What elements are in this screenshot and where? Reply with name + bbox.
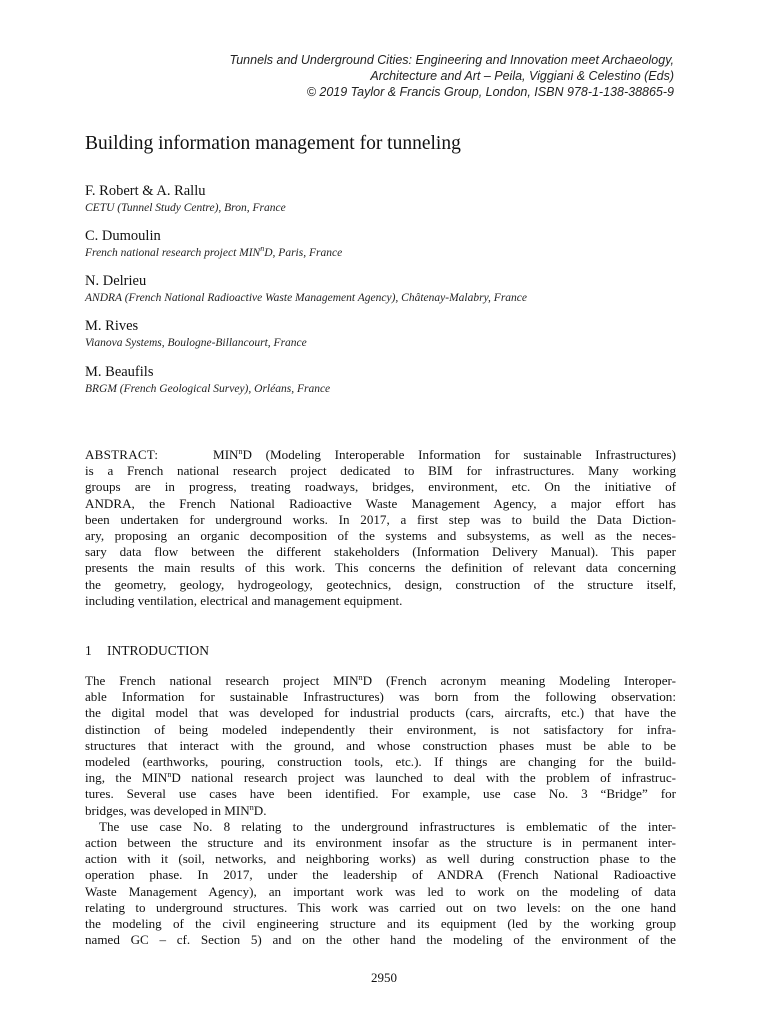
text-line: the digital model that was developed for industrial products (cars, aircrafts, etc.) that have the bbox=[85, 705, 676, 721]
abstract-label: ABSTRACT: bbox=[85, 447, 159, 462]
text-line: The use case No. 8 relating to the underground infrastructures is emblematic of the inter- bbox=[99, 818, 676, 834]
author-block-4 bbox=[85, 317, 307, 351]
abstract-line: ANDRA, the French National Radioactive Waste Management Agency, a major effort has bbox=[85, 495, 676, 511]
text-line: action between the structure and its environment insofar as the structure is in permanent inter- bbox=[85, 835, 676, 851]
section-number: 1 bbox=[85, 643, 92, 658]
text-line: tures. Several use cases have been identified. For example, use case No. 3 “Bridge” for bbox=[85, 786, 676, 802]
abstract bbox=[85, 447, 676, 609]
text-line: named GC – cf. Section 5) and on the other hand the modeling of the environment of the bbox=[85, 932, 676, 948]
abstract-line: presents the main results of this work. This concerns the definition of relevant data concerning bbox=[85, 560, 676, 576]
author-name: M. Rives bbox=[85, 318, 139, 334]
header-line-1: Tunnels and Underground Cities: Engineering and Innovation meet Archaeology, bbox=[229, 53, 674, 67]
abstract-line: sary data flow between the different stakeholders (Information Delivery Manual). This paper bbox=[85, 544, 676, 560]
author-block-3 bbox=[85, 272, 527, 306]
abstract-line: ary, proposing an organic decomposition of the systems and subsystems, as well as the neces- bbox=[85, 528, 676, 544]
text-line bbox=[85, 770, 676, 786]
author-name: F. Robert & A. Rallu bbox=[85, 183, 206, 199]
author-name: M. Beaufils bbox=[85, 364, 154, 380]
author-affiliation: CETU (Tunnel Study Centre), Bron, France bbox=[85, 202, 286, 214]
author-affiliation: BRGM (French Geological Survey), Orléans, France bbox=[85, 383, 331, 395]
text-line: able Information for sustainable Infrastructures) was born from the following observation: bbox=[85, 689, 676, 705]
section-heading bbox=[85, 642, 209, 659]
author-name: C. Dumoulin bbox=[85, 228, 161, 244]
text-line bbox=[85, 803, 676, 819]
superscript: n bbox=[238, 447, 243, 456]
abstract-line: including ventilation, electrical and management equipment. bbox=[85, 592, 403, 608]
acronym: MIN bbox=[213, 447, 239, 462]
text-line: modeled (earthworks, pouring, construction tools, etc.). If things are changing for the build- bbox=[85, 754, 676, 770]
header-line-2: Architecture and Art – Peila, Viggiani & Celestino (Eds) bbox=[370, 69, 674, 83]
text-line bbox=[85, 673, 676, 689]
superscript: n bbox=[249, 802, 254, 812]
text-line: operation phase. In 2017, under the leadership of ANDRA (French National Radioactive bbox=[85, 867, 676, 883]
affiliation-text: D, Paris, France bbox=[264, 247, 343, 259]
text-line: the modeling of the civil engineering structure and its equipment (led by the working group bbox=[85, 916, 676, 932]
text-line: action with it (soil, networks, and neighboring works) as well during construction phase to the bbox=[85, 851, 676, 867]
text-span: D (French acronym meaning Modeling Interoper- bbox=[362, 673, 676, 688]
text-span: D. bbox=[253, 802, 267, 818]
author-block-2 bbox=[85, 227, 342, 261]
text-line: structures that interact with the ground, and whose construction phases must be able to be bbox=[85, 737, 676, 753]
text-span: bridges, was developed in MIN bbox=[85, 802, 250, 818]
section-title: INTRODUCTION bbox=[107, 643, 209, 658]
author-affiliation: ANDRA (French National Radioactive Waste Management Agency), Châtenay-Malabry, France bbox=[85, 292, 528, 304]
abstract-line: groups are in progress, treating roadways, bridges, environment, etc. On the initiative of bbox=[85, 479, 676, 495]
affiliation-text: French national research project MIN bbox=[85, 247, 261, 259]
paragraph-1 bbox=[85, 673, 676, 819]
text-line: Waste Management Agency), an important work was led to work on the modeling of data bbox=[85, 883, 676, 899]
author-block-1 bbox=[85, 182, 286, 216]
text-span: D national research project was launched to deal with the problem of infrastruc- bbox=[171, 770, 677, 786]
abstract-text: D (Modeling Interoperable Information for sustainable Infrastructures) bbox=[242, 447, 677, 462]
text-line: distinction of being modeled independently their environment, is not satisfactory for infra- bbox=[85, 721, 676, 737]
author-affiliation bbox=[85, 245, 342, 261]
introduction-body bbox=[85, 673, 676, 948]
paragraph-2 bbox=[85, 819, 676, 949]
text-line: relating to underground structures. This work was carried out on two levels: on the one hand bbox=[85, 899, 676, 915]
page-number: 2950 bbox=[371, 970, 397, 985]
superscript: n bbox=[358, 673, 363, 682]
abstract-line bbox=[85, 447, 676, 463]
header-line-3: © 2019 Taylor & Francis Group, London, ISBN 978-1-138-38865-9 bbox=[306, 85, 674, 99]
paper-title: Building information management for tunneling bbox=[85, 133, 461, 154]
superscript: n bbox=[167, 770, 172, 780]
abstract-line: the geometry, geology, hydrogeology, geotechnics, design, construction of the structure itself, bbox=[85, 576, 676, 592]
abstract-line: been undertaken for underground works. In 2017, a first step was to build the Data Diction- bbox=[85, 511, 676, 527]
author-block-5 bbox=[85, 363, 330, 397]
abstract-line: is a French national research project dedicated to BIM for infrastructures. Many working bbox=[85, 463, 676, 479]
text-span: ing, the MIN bbox=[85, 770, 168, 786]
text-span: The French national research project MIN bbox=[85, 673, 359, 688]
author-name: N. Delrieu bbox=[85, 273, 147, 289]
author-affiliation: Vianova Systems, Boulogne-Billancourt, France bbox=[85, 337, 307, 349]
running-header bbox=[114, 52, 674, 100]
superscript: n bbox=[260, 244, 265, 253]
